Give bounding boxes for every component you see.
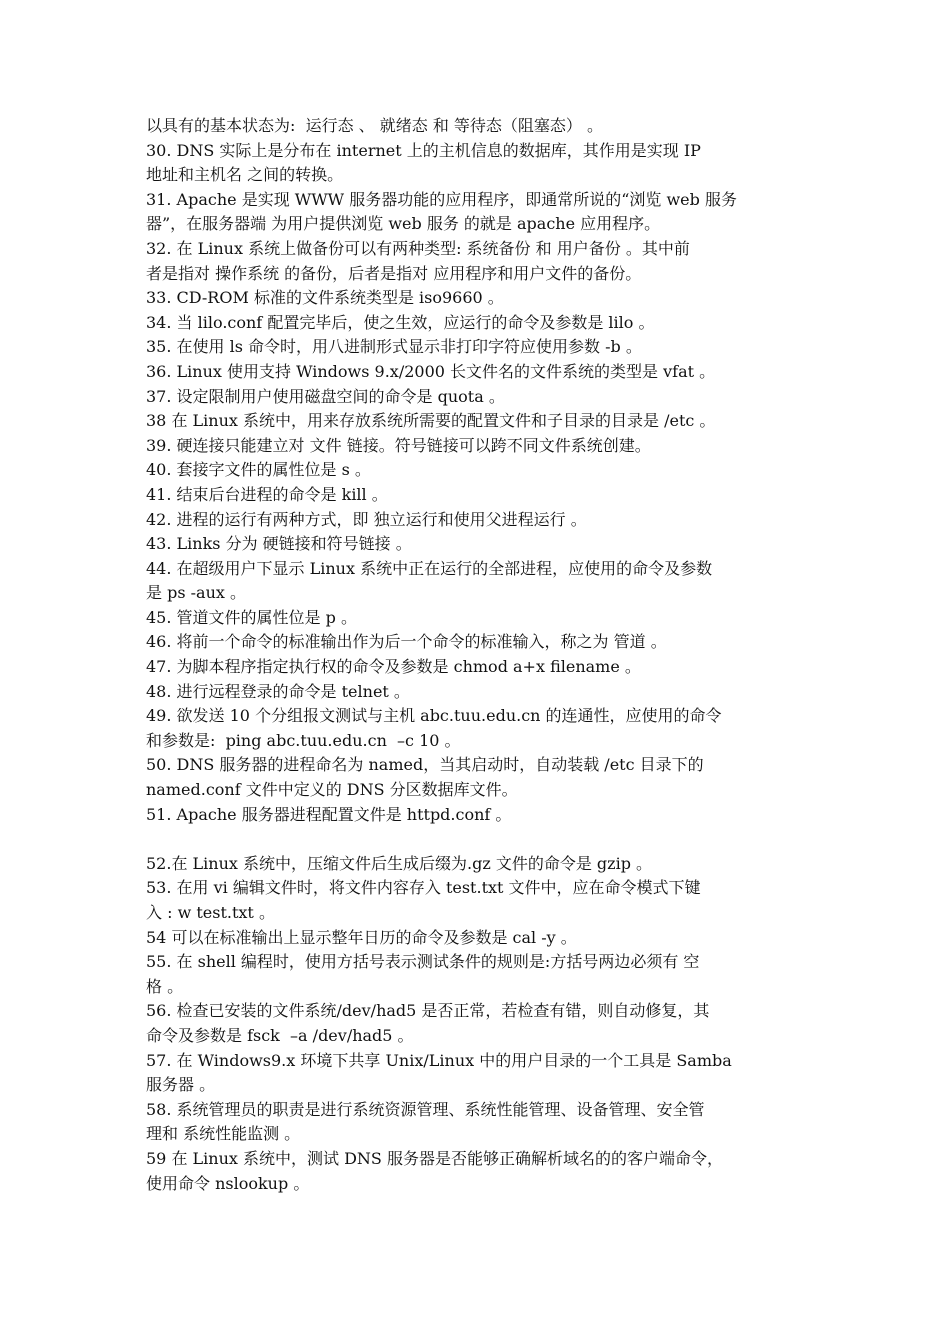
text-line: 以具有的基本状态为: 运行态 、 就绪态 和 等待态（阻塞态） 。 — [146, 116, 603, 135]
text-line: 40. 套接字文件的属性位是 s 。 — [146, 460, 371, 480]
text-line: 42. 进程的运行有两种方式，即 独立运行和使用父进程运行 。 — [146, 509, 587, 529]
blank-line — [146, 827, 814, 852]
text-line: 58. 系统管理员的职责是进行系统资源管理、系统性能管理、设备管理、安全管 — [146, 1099, 705, 1119]
text-line: 48. 进行远程登录的命令是 telnet 。 — [146, 681, 410, 701]
text-line: 35. 在使用 ls 命令时，用八进制形式显示非打印字符应使用参数 -b 。 — [146, 337, 642, 357]
text-line: 命令及参数是 fsck –a /dev/had5 。 — [146, 1025, 414, 1045]
text-line: 43. Links 分为 硬链接和符号链接 。 — [146, 534, 412, 554]
text-line: 38 在 Linux 系统中，用来存放系统所需要的配置文件和子目录的目录是 /etc 。 — [146, 411, 716, 431]
text-line: 理和 系统性能监测 。 — [146, 1124, 301, 1144]
text-line: 50. DNS 服务器的进程命名为 named，当其启动时，自动装载 /etc 目录下的 — [146, 755, 704, 775]
text-line: 52.在 Linux 系统中，压缩文件后生成后缀为.gz 文件的命令是 gzip 。 — [146, 853, 653, 873]
text-line: 是 ps -aux 。 — [146, 583, 246, 603]
text-line: 46. 将前一个命令的标准输出作为后一个命令的标准输入，称之为 管道 。 — [146, 632, 667, 652]
text-line: 36. Linux 使用支持 Windows 9.x/2000 长文件名的文件系统的类型是 vfat 。 — [146, 361, 716, 381]
text-line: 31. Apache 是实现 WWW 服务器功能的应用程序，即通常所说的“浏览 web 服务 — [146, 189, 737, 209]
text-line: 34. 当 lilo.conf 配置完毕后，使之生效，应运行的命令及参数是 lilo 。 — [146, 312, 655, 332]
text-line: 器”，在服务器端 为用户提供浏览 web 服务 的就是 apache 应用程序。 — [146, 214, 661, 234]
text-line: 53. 在用 vi 编辑文件时，将文件内容存入 test.txt 文件中，应在命令模式下键 — [146, 878, 701, 898]
text-line: 39. 硬连接只能建立对 文件 链接。符号链接可以跨不同文件系统创建。 — [146, 435, 651, 455]
text-line: 56. 检查已安装的文件系统/dev/had5 是否正常，若检查有错，则自动修复，其 — [146, 1001, 710, 1021]
text-line: 49. 欲发送 10 个分组报文测试与主机 abc.tuu.edu.cn 的连通性，应使用的命令 — [146, 706, 722, 726]
text-line: 32. 在 Linux 系统上做备份可以有两种类型: 系统备份 和 用户备份 。其中前 — [146, 238, 690, 258]
text-line: 45. 管道文件的属性位是 p 。 — [146, 607, 357, 627]
text-line: 使用命令 nslookup 。 — [146, 1173, 310, 1193]
text-line: 和参数是: ping abc.tuu.edu.cn –c 10 。 — [146, 730, 461, 750]
text-line: 37. 设定限制用户使用磁盘空间的命令是 quota 。 — [146, 386, 505, 406]
text-line: 51. Apache 服务器进程配置文件是 httpd.conf 。 — [146, 804, 512, 824]
text-line: 47. 为脚本程序指定执行权的命令及参数是 chmod a+x filename 。 — [146, 657, 641, 677]
text-line: 服务器 。 — [146, 1075, 216, 1095]
text-line: 44. 在超级用户下显示 Linux 系统中正在运行的全部进程，应使用的命令及参数 — [146, 558, 713, 578]
text-line: 地址和主机名 之间的转换。 — [146, 165, 344, 185]
text-line: 54 可以在标准输出上显示整年日历的命令及参数是 cal -y 。 — [146, 927, 577, 947]
text-line: 41. 结束后台进程的命令是 kill 。 — [146, 484, 388, 504]
text-line: 者是指对 操作系统 的备份，后者是指对 应用程序和用户文件的备份。 — [146, 263, 642, 283]
text-line: 入 : w test.txt 。 — [146, 903, 275, 922]
text-line: 55. 在 shell 编程时，使用方括号表示测试条件的规则是:方括号两边必须有 空 — [146, 952, 700, 972]
document-body — [146, 114, 814, 1196]
text-line: 30. DNS 实际上是分布在 internet 上的主机信息的数据库，其作用是实现 IP — [146, 140, 701, 160]
text-line: 57. 在 Windows9.x 环境下共享 Unix/Linux 中的用户目录的一个工具是 Samba — [146, 1050, 732, 1070]
text-line: 格 。 — [146, 976, 184, 996]
text-line: 33. CD-ROM 标准的文件系统类型是 iso9660 。 — [146, 288, 504, 308]
text-line: named.conf 文件中定义的 DNS 分区数据库文件。 — [146, 780, 518, 800]
text-line: 59 在 Linux 系统中，测试 DNS 服务器是否能够正确解析域名的的客户端命令， — [146, 1148, 723, 1168]
